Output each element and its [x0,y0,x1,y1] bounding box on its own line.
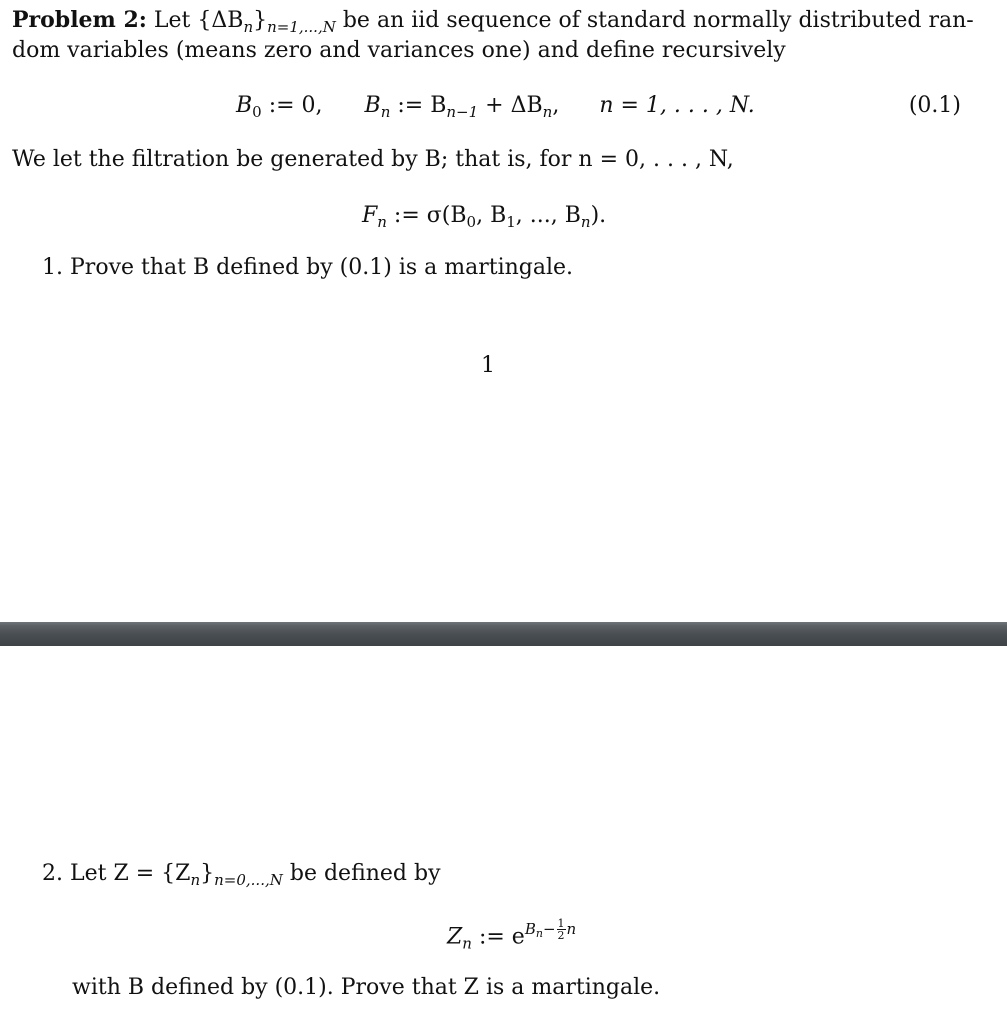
filtration-mid: , B [476,203,507,228]
filtration-f: F [362,203,378,228]
filtration-mid2: , ..., B [515,203,581,228]
eq-delta-sub: n [542,103,553,121]
equation-number: (0.1) [908,93,961,118]
z-formula [447,918,576,952]
item-2 [42,860,441,888]
filtration-s1: 1 [506,213,516,231]
eq-bn: B [364,93,381,118]
item-1-number: 1. [42,255,63,280]
frac-num: 1 [557,917,565,930]
eq-b0-rest: := 0, [261,93,323,118]
document-page-2 [0,646,1007,1024]
eq-bn-sub: n [380,103,391,121]
exp-minus: − [542,919,556,938]
eq-range: n = 1, . . . , N. [599,93,755,118]
exp-n: n [566,919,577,938]
eq-b0: B [236,93,253,118]
exp-fraction [557,918,566,941]
exp-b: B [524,919,536,938]
item-2-sub-n: n [190,871,201,889]
intro-sub-n: n [243,18,254,36]
eq-comma: , [552,93,560,118]
filtration-sigma: := σ(B [386,203,467,228]
filtration-s0: 0 [466,213,477,231]
item-2-text-a: Let Z = {Z [70,861,191,886]
z-lhs: Z [447,924,463,950]
filtration-text: We let the filtration be generated by B; that is, for n = 0, . . . , N, [12,147,734,172]
z-rhs: := e [471,924,525,950]
filtration-f-sub: n [377,213,387,231]
filtration-formula [362,202,606,230]
problem-heading: Problem 2: [12,7,147,33]
eq-b0-sub: 0 [252,103,262,121]
item-2-text-c: be defined by [282,861,441,886]
intro-text-b: } [253,8,268,33]
eq-bn1-sub: n−1 [446,103,479,121]
z-exponent [524,917,577,942]
frac-den: 2 [557,929,565,942]
intro-text-c: be an iid sequence of standard normally distributed ran- [335,8,974,33]
item-1-text: Prove that B defined by (0.1) is a martingale. [70,255,574,280]
page-number: 1 [481,353,495,378]
item-2-text-b: } [200,861,215,886]
intro-sub-range: n=1,...,N [267,18,336,36]
filtration-end: ). [590,203,607,228]
z-lhs-sub: n [462,934,472,953]
problem-intro-line-2: dom variables (means zero and variances one) and define recursively [12,38,786,63]
item-2-sub-range: n=0,...,N [214,871,283,889]
item-2-number: 2. [42,861,63,886]
item-1 [42,254,573,282]
problem-intro-line-1 [12,6,974,35]
item-2-closing: with B defined by (0.1). Prove that Z is a martingale. [72,975,661,1000]
equation-0-1 [236,92,755,120]
eq-delta-b: + ΔB [478,93,543,118]
filtration-sn: n [580,213,591,231]
exp-b-sub: n [535,926,543,940]
eq-bn-rest: := B [390,93,447,118]
intro-text-a: Let {ΔB [153,8,244,33]
page-separator [0,622,1007,646]
